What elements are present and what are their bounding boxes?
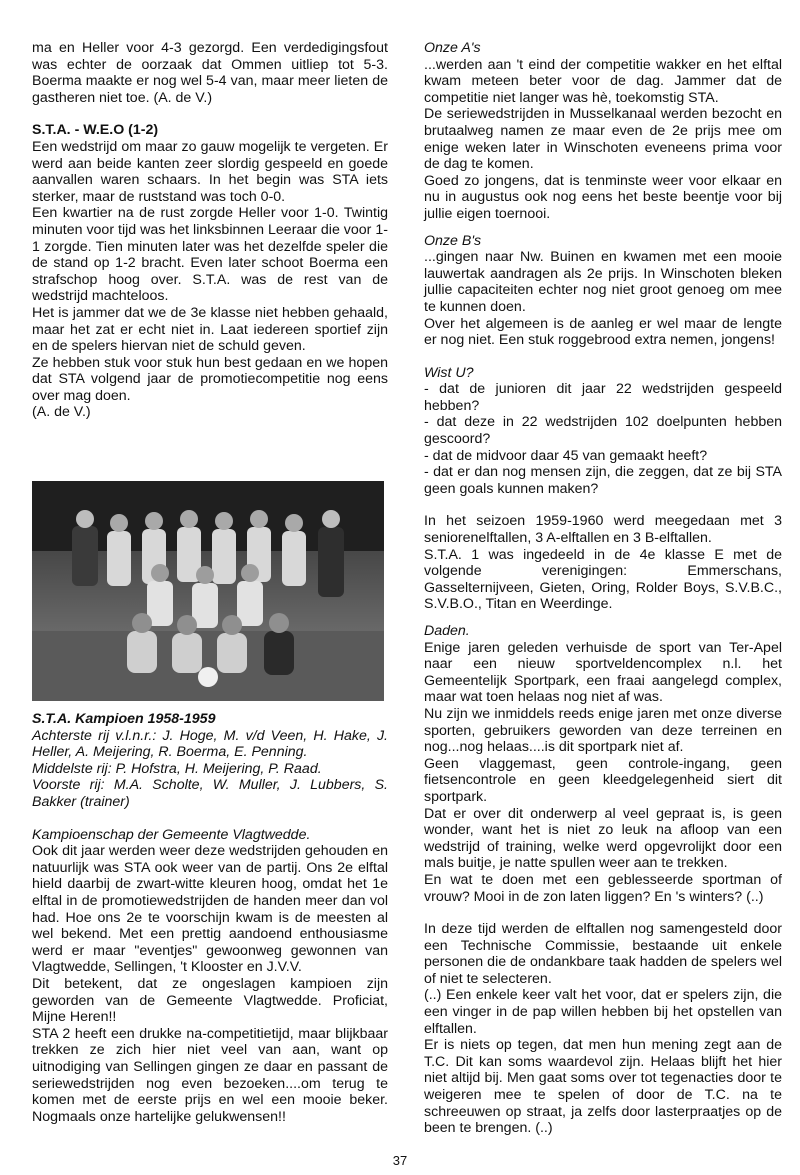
- paragraph: (..) Een enkele keer valt het voor, dat er spelers zijn, die een vinger in de pap willen hebben bij het opstellen van elftallen.: [424, 987, 782, 1037]
- paragraph: ...gingen naar Nw. Buinen en kwamen met een mooie lauwertak aandragen als 2e prijs. In Winschoten bleken jullie capaciteiten echter nog niet groot genoeg om mee te kunnen doen.: [424, 249, 782, 315]
- team-photo: [32, 481, 384, 701]
- paragraph: Goed zo jongens, dat is tenminste weer voor elkaar en nu in augustus ook nog eens het beste beentje voor bij jullie eigen toernooi.: [424, 172, 782, 222]
- list-item: - dat de midvoor daar 45 van gemaakt heeft?: [424, 447, 708, 464]
- paragraph: Een kwartier na de rust zorgde Heller voor 1-0. Twintig minuten voor tijd was het linksbinnen Leeraar die voor 1-1 zorgde. Tien minuten later was het dezelfde speler die de stand op 1-2 bracht. Even later schoot Boerma een strafschop hoog over. S.T.A. was de rest van de wedstrijd machteloos.: [32, 205, 388, 305]
- photo-caption: Achterste rij v.l.n.r.: J. Hoge, M. v/d Veen, H. Hake, J. Heller, A. Meijering, R. Boerma, E. Penning.: [32, 727, 388, 761]
- list-item: - dat er dan nog mensen zijn, die zeggen, dat ze bij STA geen goals kunnen maken?: [424, 464, 782, 497]
- paragraph: Nu zijn we inmiddels reeds enige jaren met onze diverse sporten, gebruikers geworden van deze terreinen en nog...nog helaas....is dit sportpark niet af.: [424, 705, 782, 756]
- paragraph: Ze hebben stuk voor stuk hun best gedaan en we hopen dat STA volgend jaar de promotiecompetitie nog eens over mag doen.: [32, 354, 388, 404]
- paragraph: Enige jaren geleden verhuisde de sport van Ter-Apel naar een nieuw sportveldencomplex n.l. het Gemeentelijk Sportpark, een fraai aangelegd complex, maar wat toen helaas nog niet af was.: [424, 639, 782, 706]
- paragraph: S.T.A. 1 was ingedeeld in de 4e klasse E met de volgende verenigingen: Emmerschans, Gasselternijveen, Gieten, Oring, Rolder Boys, S.V.B.C., S.V.B.O., Titan en Weerdinge.: [424, 546, 782, 613]
- paragraph: ...werden aan 't eind der competitie wakker en het elftal kwam meteen beter voor de dag. Jammer dat de competitie niet langer was hè, toekomstig STA.: [424, 56, 782, 106]
- list-item: - dat deze in 22 wedstrijden 102 doelpunten hebben gescoord?: [424, 414, 782, 448]
- paragraph: Een wedstrijd om maar zo gauw mogelijk te vergeten. Er werd aan beide kanten zeer slordig gespeeld en goede aanvallen waren schaars. In het begin was STA iets sterker, maar de ruststand was toch 0-0.: [32, 138, 388, 205]
- section-heading: Daden.: [424, 623, 470, 639]
- paragraph: Over het algemeen is de aanleg er wel maar de lengte er nog niet. Een stuk roggebrood extra nemen, jongens!: [424, 315, 782, 349]
- match-heading: S.T.A. - W.E.O (1-2): [32, 122, 159, 139]
- paragraph: (A. de V.): [32, 404, 91, 421]
- paragraph: Dat er over dit onderwerp al veel gepraat is, is geen wonder, want het is niet zo leuk na afloop van een wedstrijd of training, welke werd opgevrolijkt door een mals buitje, je natte spullen weer aan te trekken.: [424, 805, 782, 872]
- section-heading: Onze A's: [424, 40, 481, 56]
- paragraph: Dit betekent, dat ze ongeslagen kampioen zijn geworden van de Gemeente Vlagtwedde. Proficiat, Mijne Heren!!: [32, 975, 388, 1026]
- list-item: - dat de junioren dit jaar 22 wedstrijden gespeeld hebben?: [424, 381, 782, 414]
- right-column: [424, 40, 782, 1137]
- left-column: [32, 40, 388, 1125]
- paragraph: In deze tijd werden de elftallen nog samengesteld door een Technische Commissie, bestaande uit enkele personen die de ondankbare taak hadden de spelers wel of niet te selecteren.: [424, 921, 782, 987]
- paragraph: ma en Heller voor 4-3 gezorgd. Een verdedigingsfout was echter de oorzaak dat Ommen uitliep tot 5-3. Boerma maakte er nog wel 5-4 van, maar meer lieten de gastheren niet toe. (A. de V.): [32, 40, 388, 106]
- paragraph: Geen vlaggemast, geen controle-ingang, geen fietsencontrole en geen kleedgelegenheid siert dit sportpark.: [424, 755, 782, 805]
- paragraph: In het seizoen 1959-1960 werd meegedaan met 3 seniorenelftallen, 3 A-elftallen en 3 B-elftallen.: [424, 513, 782, 547]
- paragraph: Er is niets op tegen, dat men hun mening zegt aan de T.C. Dit kan soms waardevol zijn. Helaas blijft het hier niet altijd bij. Men gaat soms over tot tegenacties door te weigeren mee te spelen of door de T.C. na te schreeuwen op straat, ja zelfs door lasterpraatjes op de been te brengen. (..): [424, 1037, 782, 1137]
- paragraph: Ook dit jaar werden weer deze wedstrijden gehouden en natuurlijk was STA ook weer van de partij. Ons 2e elftal hield daarbij de zwart-witte kleuren hoog, omdat het 1e elftal in de promotiewedstrijden de handen meer dan vol had. Hoe ons 2e te voorschijn kwam is de meesten al wel bekend. Met een prettig aandoend enthousiasme werd er maar "eventjes" gewoonweg gewonnen van Vlagtwedde, Sellingen, 't Klooster en J.V.V.: [32, 843, 388, 976]
- paragraph: STA 2 heeft een drukke na-competitietijd, maar blijkbaar trekken ze zich hier niet veel van aan, want op uitnodiging van Sellingen gingen ze daar en passant de seriewedstrijden nog even bezoeken....om terug te komen met de eerste prijs en wel een mooie beker. Nogmaals onze hartelijke gelukwensen!!: [32, 1025, 388, 1125]
- photo-caption-title: S.T.A. Kampioen 1958-1959: [32, 711, 216, 728]
- photo-caption: Voorste rij: M.A. Scholte, W. Muller, J. Lubbers, S. Bakker (trainer): [32, 777, 388, 811]
- section-heading: Kampioenschap der Gemeente Vlagtwedde.: [32, 826, 311, 843]
- paragraph: Het is jammer dat we de 3e klasse niet hebben gehaald, maar het zat er echt niet in. Laat iedereen sportief zijn en de spelers hiervan niet de schuld geven.: [32, 304, 388, 355]
- section-heading: Wist U?: [424, 364, 474, 381]
- paragraph: De seriewedstrijden in Musselkanaal werden bezocht en brutaalweg namen ze maar even de 2e prijs mee om enige weken later in Winschoten eveneens prima voor de dag te komen.: [424, 106, 782, 173]
- section-heading: Onze B's: [424, 232, 482, 249]
- photo-caption: Middelste rij: P. Hofstra, H. Meijering, P. Raad.: [32, 760, 322, 777]
- page-number: 37: [392, 1153, 408, 1168]
- paragraph: En wat te doen met een geblesseerde sportman of vrouw? Mooi in de zon laten liggen? En 's winters? (..): [424, 871, 782, 905]
- team-photo-illustration: [32, 481, 384, 701]
